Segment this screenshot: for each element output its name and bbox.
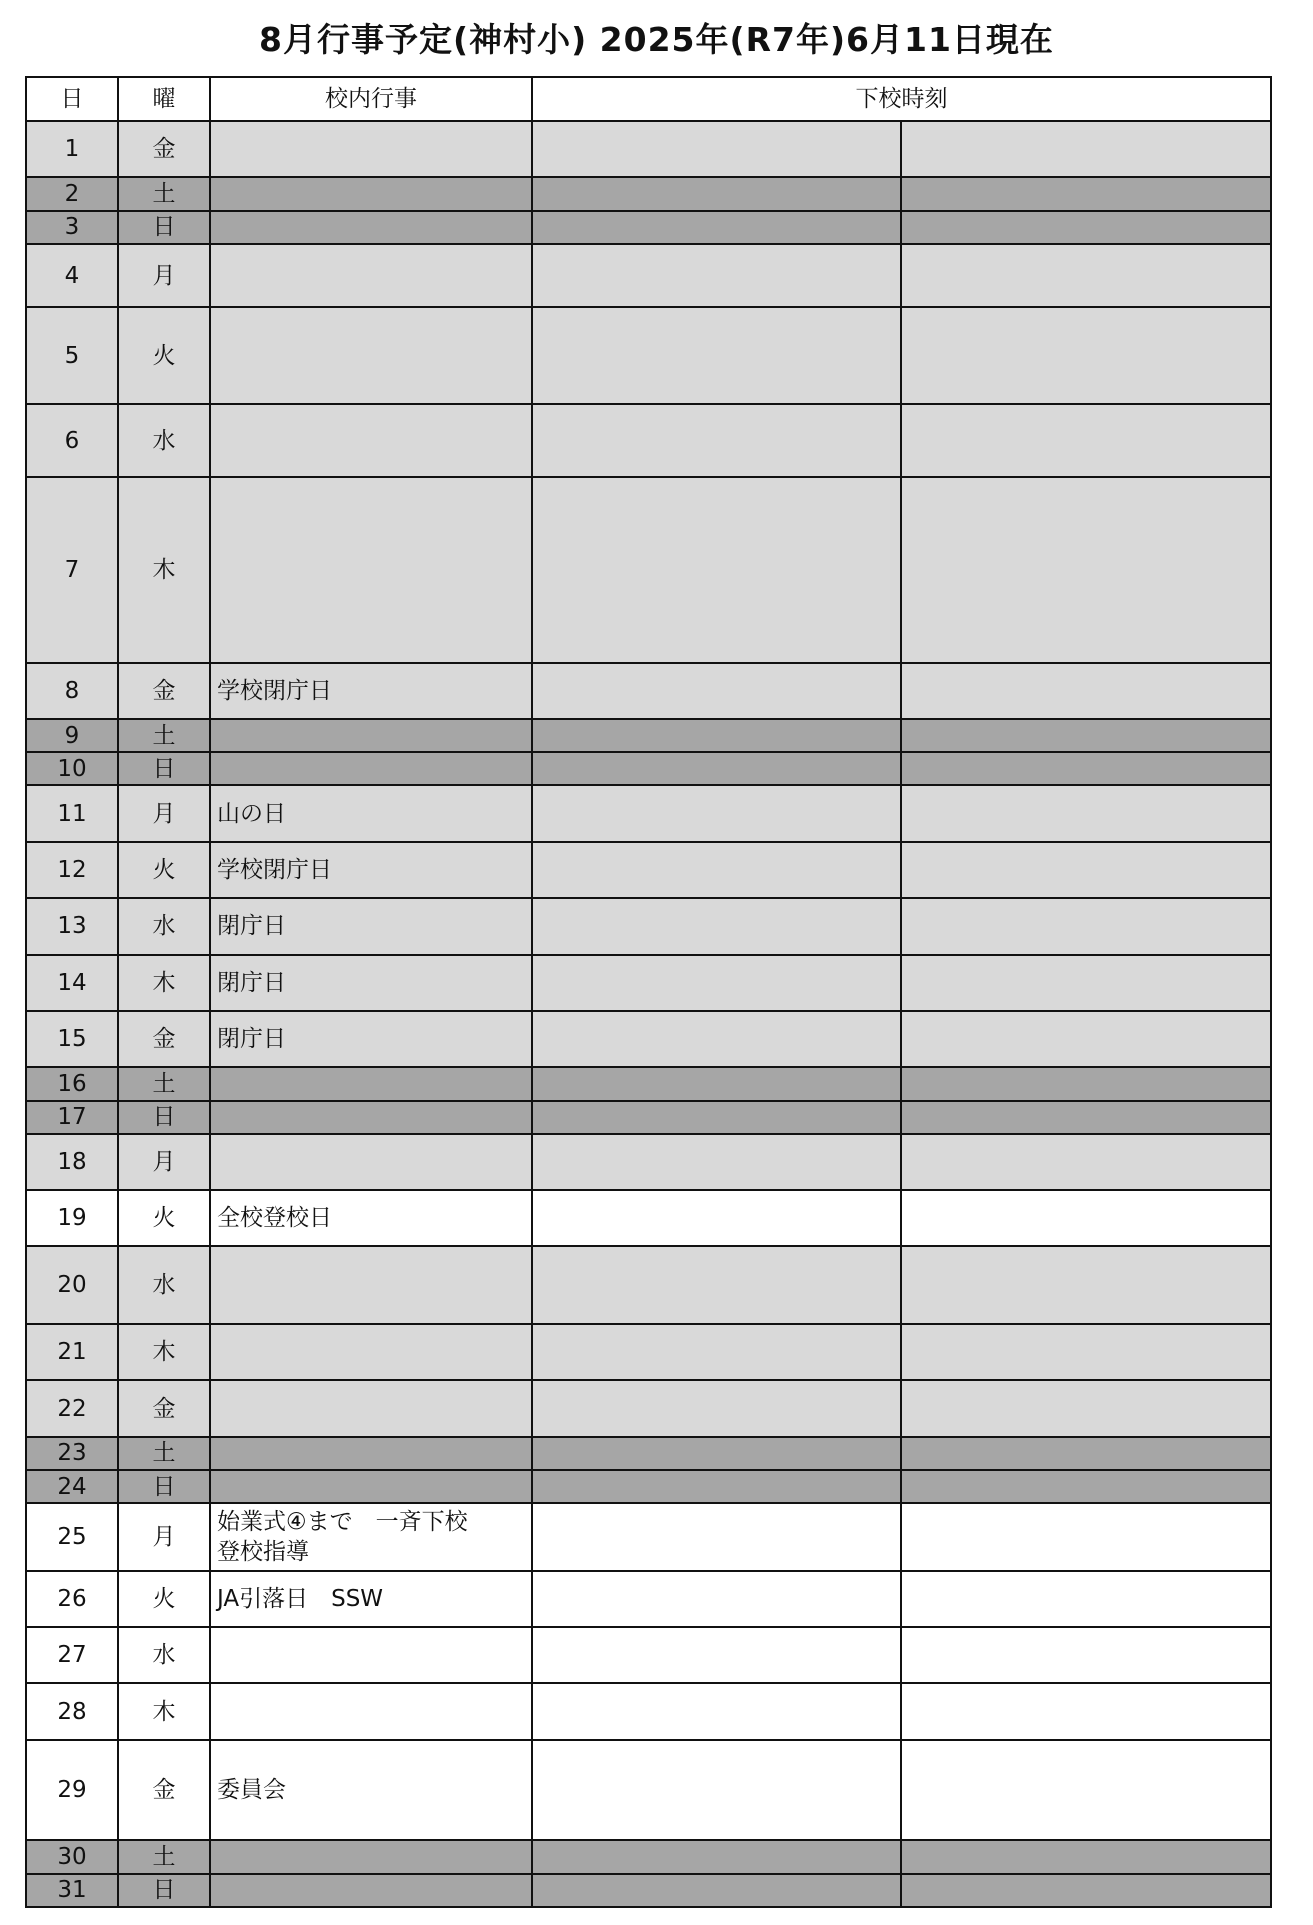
weekday-cell: 水 [118, 898, 210, 954]
event-line: 閉庁日 [217, 969, 286, 996]
weekday-cell: 木 [118, 1324, 210, 1380]
event-cell [210, 211, 532, 244]
event-cell [210, 1246, 532, 1324]
event-line: JA引落日 SSW [217, 1585, 384, 1612]
dismissal-cell [901, 1840, 1271, 1873]
table-row [26, 404, 1271, 477]
weekday-cell: 水 [118, 1246, 210, 1324]
day-cell: 9 [26, 719, 118, 752]
weekday-cell: 水 [118, 1627, 210, 1683]
day-cell: 12 [26, 842, 118, 898]
event-cell [210, 244, 532, 307]
weekday-cell: 月 [118, 1503, 210, 1570]
table-row [26, 1190, 1271, 1246]
dismissal-cell [901, 1134, 1271, 1190]
dismissal-cell [901, 404, 1271, 477]
day-cell: 24 [26, 1470, 118, 1503]
event-cell [210, 842, 532, 898]
dismissal-cell [532, 1571, 901, 1627]
day-cell: 26 [26, 1571, 118, 1627]
dismissal-cell [901, 842, 1271, 898]
weekday-cell: 日 [118, 1470, 210, 1503]
dismissal-cell [532, 1011, 901, 1067]
dismissal-cell [532, 752, 901, 785]
event-cell [210, 1874, 532, 1907]
table-row [26, 1571, 1271, 1627]
dismissal-cell [901, 1380, 1271, 1436]
dismissal-cell [532, 177, 901, 210]
weekday-cell: 土 [118, 177, 210, 210]
weekday-cell: 土 [118, 1437, 210, 1470]
dismissal-cell [532, 1380, 901, 1436]
day-cell: 22 [26, 1380, 118, 1436]
day-cell: 16 [26, 1067, 118, 1100]
dismissal-cell [901, 1683, 1271, 1739]
dismissal-cell [532, 898, 901, 954]
weekday-cell: 火 [118, 307, 210, 404]
table-row [26, 1874, 1271, 1907]
dismissal-cell [901, 1246, 1271, 1324]
day-cell: 3 [26, 211, 118, 244]
day-cell: 15 [26, 1011, 118, 1067]
header-row [26, 77, 1271, 121]
header-dismissal: 下校時刻 [532, 77, 1271, 121]
schedule-table [25, 76, 1272, 1908]
dismissal-cell [532, 785, 901, 841]
dismissal-cell [901, 1470, 1271, 1503]
event-cell [210, 785, 532, 841]
weekday-cell: 土 [118, 1067, 210, 1100]
day-cell: 5 [26, 307, 118, 404]
page-title: 8月行事予定(神村小) 2025年(R7年)6月11日現在 [259, 20, 1054, 59]
day-cell: 20 [26, 1246, 118, 1324]
event-cell [210, 404, 532, 477]
table-row [26, 785, 1271, 841]
event-line: 登校指導 [217, 1538, 309, 1565]
dismissal-cell [532, 663, 901, 719]
dismissal-cell [532, 1067, 901, 1100]
table-row [26, 719, 1271, 752]
table-row [26, 898, 1271, 954]
event-cell [210, 1324, 532, 1380]
table-row [26, 752, 1271, 785]
dismissal-cell [901, 1503, 1271, 1570]
day-cell: 18 [26, 1134, 118, 1190]
day-cell: 19 [26, 1190, 118, 1246]
dismissal-cell [532, 955, 901, 1011]
day-cell: 4 [26, 244, 118, 307]
weekday-cell: 木 [118, 1683, 210, 1739]
dismissal-cell [901, 1437, 1271, 1470]
day-cell: 2 [26, 177, 118, 210]
dismissal-cell [901, 244, 1271, 307]
table-row [26, 1246, 1271, 1324]
weekday-cell: 金 [118, 121, 210, 177]
weekday-cell: 土 [118, 1840, 210, 1873]
event-cell [210, 1683, 532, 1739]
event-line: 全校登校日 [217, 1205, 332, 1232]
dismissal-cell [532, 1437, 901, 1470]
dismissal-cell [532, 1134, 901, 1190]
table-row [26, 1740, 1271, 1841]
header-events: 校内行事 [210, 77, 532, 121]
table-row [26, 477, 1271, 662]
weekday-cell: 木 [118, 955, 210, 1011]
event-cell [210, 1101, 532, 1134]
dismissal-cell [532, 121, 901, 177]
header-dow: 曜 [118, 77, 210, 121]
weekday-cell: 日 [118, 211, 210, 244]
dismissal-cell [532, 1246, 901, 1324]
dismissal-cell [901, 177, 1271, 210]
dismissal-cell [901, 307, 1271, 404]
table-row [26, 1503, 1271, 1570]
event-cell [210, 1571, 532, 1627]
dismissal-cell [901, 955, 1271, 1011]
header-day: 日 [26, 77, 118, 121]
dismissal-cell [532, 404, 901, 477]
event-cell [210, 1190, 532, 1246]
table-row [26, 121, 1271, 177]
day-cell: 25 [26, 1503, 118, 1570]
weekday-cell: 水 [118, 404, 210, 477]
dismissal-cell [532, 1324, 901, 1380]
event-cell [210, 307, 532, 404]
dismissal-cell [901, 1324, 1271, 1380]
dismissal-cell [532, 1470, 901, 1503]
event-cell [210, 752, 532, 785]
table-row [26, 1134, 1271, 1190]
dismissal-cell [901, 1571, 1271, 1627]
dismissal-cell [532, 719, 901, 752]
weekday-cell: 月 [118, 244, 210, 307]
day-cell: 23 [26, 1437, 118, 1470]
event-cell [210, 663, 532, 719]
event-cell [210, 719, 532, 752]
dismissal-cell [901, 719, 1271, 752]
event-line: 始業式④まで 一斉下校 [217, 1508, 468, 1535]
event-cell [210, 1437, 532, 1470]
event-cell [210, 477, 532, 662]
weekday-cell: 金 [118, 1011, 210, 1067]
event-cell [210, 1470, 532, 1503]
table-row [26, 1324, 1271, 1380]
event-cell [210, 1627, 532, 1683]
event-line: 委員会 [217, 1777, 286, 1804]
dismissal-cell [901, 785, 1271, 841]
day-cell: 29 [26, 1740, 118, 1841]
day-cell: 30 [26, 1840, 118, 1873]
weekday-cell: 日 [118, 752, 210, 785]
dismissal-cell [532, 1874, 901, 1907]
table-row [26, 842, 1271, 898]
dismissal-cell [532, 211, 901, 244]
day-cell: 8 [26, 663, 118, 719]
dismissal-cell [901, 211, 1271, 244]
weekday-cell: 土 [118, 719, 210, 752]
dismissal-cell [901, 477, 1271, 662]
table-row [26, 955, 1271, 1011]
dismissal-cell [901, 752, 1271, 785]
day-cell: 1 [26, 121, 118, 177]
event-line: 閉庁日 [217, 1026, 286, 1053]
table-row [26, 1067, 1271, 1100]
dismissal-cell [532, 1503, 901, 1570]
table-row [26, 1011, 1271, 1067]
day-cell: 28 [26, 1683, 118, 1739]
dismissal-cell [901, 121, 1271, 177]
dismissal-cell [901, 1190, 1271, 1246]
day-cell: 10 [26, 752, 118, 785]
dismissal-cell [901, 1874, 1271, 1907]
table-row [26, 1627, 1271, 1683]
weekday-cell: 日 [118, 1101, 210, 1134]
dismissal-cell [532, 244, 901, 307]
event-cell [210, 898, 532, 954]
weekday-cell: 金 [118, 1740, 210, 1841]
dismissal-cell [532, 307, 901, 404]
event-cell [210, 1011, 532, 1067]
day-cell: 31 [26, 1874, 118, 1907]
event-cell [210, 177, 532, 210]
table-row [26, 1380, 1271, 1436]
weekday-cell: 日 [118, 1874, 210, 1907]
weekday-cell: 火 [118, 842, 210, 898]
weekday-cell: 月 [118, 1134, 210, 1190]
dismissal-cell [901, 1101, 1271, 1134]
table-row [26, 211, 1271, 244]
day-cell: 17 [26, 1101, 118, 1134]
event-line: 山の日 [217, 800, 286, 827]
event-cell [210, 1740, 532, 1841]
weekday-cell: 金 [118, 663, 210, 719]
event-cell [210, 1134, 532, 1190]
table-row [26, 1470, 1271, 1503]
dismissal-cell [901, 898, 1271, 954]
event-line: 学校閉庁日 [217, 856, 332, 883]
event-cell [210, 955, 532, 1011]
dismissal-cell [532, 1627, 901, 1683]
event-line: 学校閉庁日 [217, 677, 332, 704]
dismissal-cell [901, 1011, 1271, 1067]
day-cell: 14 [26, 955, 118, 1011]
dismissal-cell [532, 842, 901, 898]
event-cell [210, 1067, 532, 1100]
event-line: 閉庁日 [217, 913, 286, 940]
day-cell: 6 [26, 404, 118, 477]
weekday-cell: 月 [118, 785, 210, 841]
table-row [26, 663, 1271, 719]
dismissal-cell [532, 477, 901, 662]
dismissal-cell [901, 1067, 1271, 1100]
dismissal-cell [532, 1683, 901, 1739]
table-row [26, 1101, 1271, 1134]
weekday-cell: 火 [118, 1190, 210, 1246]
event-cell [210, 1840, 532, 1873]
weekday-cell: 木 [118, 477, 210, 662]
day-cell: 7 [26, 477, 118, 662]
table-row [26, 1683, 1271, 1739]
dismissal-cell [532, 1190, 901, 1246]
dismissal-cell [532, 1101, 901, 1134]
table-row [26, 1840, 1271, 1873]
day-cell: 27 [26, 1627, 118, 1683]
table-row [26, 177, 1271, 210]
dismissal-cell [901, 663, 1271, 719]
table-row [26, 1437, 1271, 1470]
day-cell: 21 [26, 1324, 118, 1380]
day-cell: 13 [26, 898, 118, 954]
weekday-cell: 金 [118, 1380, 210, 1436]
dismissal-cell [901, 1740, 1271, 1841]
day-cell: 11 [26, 785, 118, 841]
weekday-cell: 火 [118, 1571, 210, 1627]
event-cell [210, 1380, 532, 1436]
event-cell [210, 121, 532, 177]
table-row [26, 307, 1271, 404]
dismissal-cell [532, 1740, 901, 1841]
dismissal-cell [901, 1627, 1271, 1683]
table-row [26, 244, 1271, 307]
event-cell [210, 1503, 532, 1570]
dismissal-cell [532, 1840, 901, 1873]
